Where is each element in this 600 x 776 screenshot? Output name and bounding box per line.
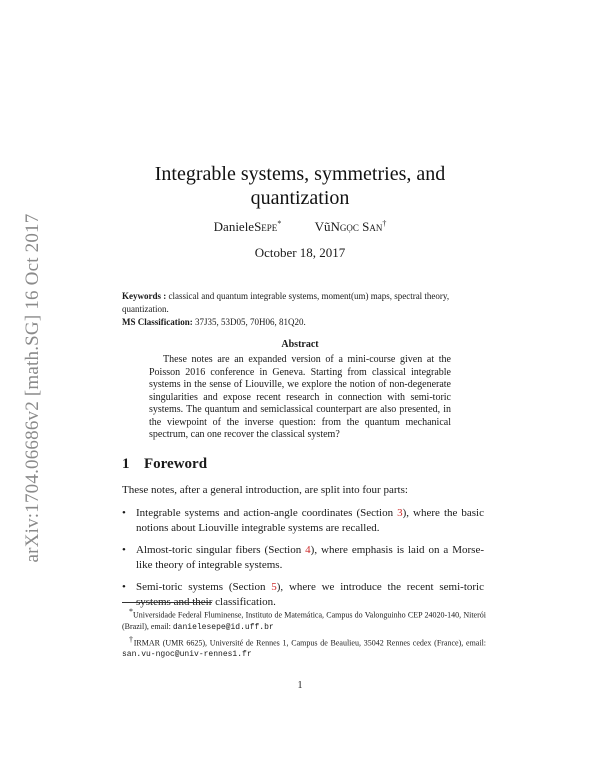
section-number: 1 [122, 456, 130, 472]
paper-date: October 18, 2017 [254, 245, 346, 260]
list-item: • Almost-toric singular fibers (Section 4), where emphasis is laid on a Morse-like theory of integrable systems. [122, 543, 484, 572]
email-link[interactable]: danielesepe@id.uff.br [172, 622, 274, 632]
email-link[interactable]: san.vu-ngoc@univ-rennes1.fr [122, 650, 252, 660]
keywords-text: classical and quantum integrable systems, moment(um) maps, spectral theory, quantization. [122, 291, 450, 314]
title-line-2: quantization [250, 187, 350, 209]
keywords [122, 290, 484, 316]
title-line-1: Integrable systems, symmetries, and [154, 163, 446, 185]
author-1: DanieleSepe* [213, 219, 282, 235]
list-item: • Integrable systems and action-angle coordinates (Section 3), where the basic notions about Liouville integrable systems are recalled. [122, 506, 484, 535]
section-ref-link[interactable]: 4 [305, 544, 311, 556]
arxiv-side-stamp: arXiv:1704.06686v2 [math.SG] 16 Oct 2017 [22, 213, 43, 563]
intro-paragraph: These notes, after a general introduction, are split into four parts: [122, 484, 408, 496]
list-item: • Semi-toric systems (Section 5), where we introduce the recent semi-toric systems and their classification. [122, 580, 484, 609]
abstract-heading: Abstract [281, 339, 319, 350]
footnote: †IRMAR (UMR 6625), Université de Rennes 1, Campus de Beaulieu, 35042 Rennes cedex (France), email: san.vu-ngoc@univ-rennes1.fr [122, 634, 487, 660]
footnote-divider [122, 602, 212, 603]
section-ref-link[interactable]: 5 [271, 581, 277, 593]
footnotes [122, 606, 486, 661]
section-ref-link[interactable]: 3 [397, 507, 403, 519]
footnote: *Universidade Federal Fluminense, Instituto de Matemática, Campus do Valonguinho CEP 24020-140, Niterói (Brazil), email: danielesepe@id.uff.br [122, 607, 486, 632]
section-heading [122, 456, 207, 473]
page-number: 1 [297, 680, 303, 691]
msc-label: MS Classification: [122, 317, 193, 327]
author-2: VũNgọc San† [314, 219, 387, 235]
abstract-body: These notes are an expanded version of a mini-course given at the Poisson 2016 conference in Geneva. Starting from classical integrable systems in the sense of Liouville, we explore the notion of non-degenerate singularities and expose recent research in connection with semi-toric systems. The quantum and semiclassical counterpart are also presented, in the viewpoint of the inverse question: from the quantum mechanical spectrum, can one recover the classical system? [149, 354, 451, 440]
msc-text: 37J35, 53D05, 70H06, 81Q20. [192, 317, 306, 327]
author-list [0, 219, 600, 235]
ms-classification [122, 316, 484, 329]
parts-list [122, 506, 484, 617]
keywords-label: Keywords : [122, 291, 167, 301]
section-title: Foreword [144, 456, 208, 472]
paper-title [0, 162, 600, 210]
